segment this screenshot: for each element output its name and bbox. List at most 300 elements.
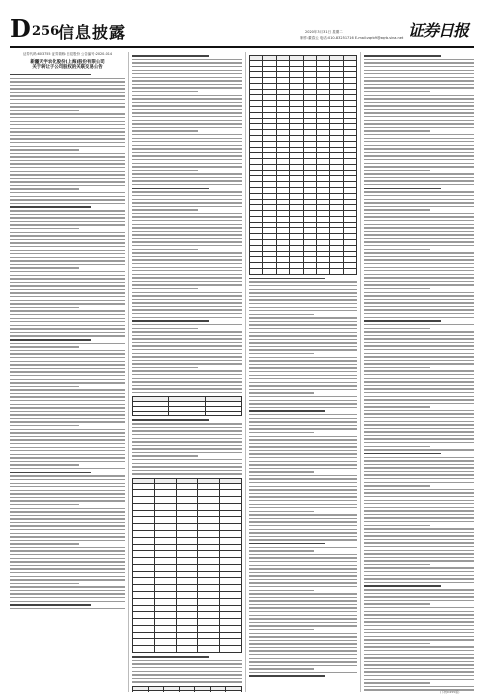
table-cell — [220, 490, 242, 497]
table-cell — [133, 619, 155, 626]
text-line — [10, 217, 125, 218]
text-line — [10, 307, 79, 308]
table-cell — [195, 691, 211, 692]
text-line — [10, 547, 125, 548]
text-line — [249, 511, 314, 512]
text-line — [364, 578, 474, 579]
text-line — [132, 202, 242, 203]
text-line — [132, 159, 242, 160]
text-line — [132, 363, 242, 364]
table-cell — [303, 268, 316, 274]
text-line — [10, 188, 79, 189]
text-line — [364, 567, 474, 568]
text-line — [249, 507, 357, 508]
table-cell — [220, 530, 242, 537]
text-line — [364, 152, 474, 153]
text-line — [364, 62, 474, 63]
table-row — [133, 612, 242, 619]
table-cell — [220, 571, 242, 578]
text-line — [364, 356, 474, 357]
table-cell — [176, 598, 198, 605]
text-line — [10, 206, 91, 208]
text-line — [132, 70, 242, 71]
text-line — [10, 597, 125, 598]
text-line — [364, 431, 474, 432]
text-line — [132, 313, 242, 314]
text-line — [364, 399, 474, 400]
text-line — [132, 177, 242, 178]
text-line — [132, 180, 242, 181]
text-line — [132, 152, 242, 153]
text-line — [249, 661, 357, 662]
text-line — [10, 447, 125, 448]
text-line — [10, 386, 79, 387]
text-line — [249, 568, 357, 569]
article-title — [10, 60, 125, 71]
text-line — [132, 77, 242, 78]
text-line — [364, 256, 474, 257]
table-cell — [316, 268, 329, 274]
text-line — [364, 130, 430, 131]
newspaper-logo: 证券日报 — [408, 21, 469, 40]
table-cell — [198, 530, 220, 537]
text-line — [364, 163, 474, 164]
masthead-rule — [10, 46, 474, 48]
text-line — [249, 500, 357, 501]
text-line — [10, 561, 125, 562]
text-line — [10, 511, 125, 512]
text-line — [132, 459, 242, 460]
text-line — [132, 84, 242, 85]
section-title: 信息披露 — [58, 23, 127, 42]
text-line — [132, 256, 242, 257]
text-line — [249, 486, 357, 487]
text-line — [364, 302, 474, 303]
text-line — [249, 335, 357, 336]
table-cell — [220, 592, 242, 599]
text-line — [364, 342, 474, 343]
text-line — [10, 242, 125, 243]
text-line — [132, 441, 242, 442]
table-cell — [176, 497, 198, 504]
text-line — [10, 174, 125, 175]
text-line — [10, 568, 125, 569]
table-row — [133, 537, 242, 544]
text-line — [249, 539, 357, 540]
table-cell — [343, 268, 356, 274]
text-line — [249, 321, 357, 322]
text-line — [10, 421, 125, 422]
table-cell — [220, 564, 242, 571]
table-cell — [176, 490, 198, 497]
text-line — [249, 654, 357, 655]
text-line — [249, 471, 314, 472]
text-line — [10, 593, 125, 594]
text-line — [249, 446, 357, 447]
text-line — [249, 382, 357, 383]
text-line — [249, 303, 357, 304]
text-line — [132, 216, 242, 217]
text-line — [10, 224, 125, 225]
text-line — [10, 464, 79, 465]
text-line — [249, 496, 357, 497]
text-line — [364, 596, 474, 597]
table-cell — [133, 625, 155, 632]
text-line — [132, 309, 242, 310]
text-line — [364, 625, 474, 626]
text-line — [364, 91, 430, 92]
text-line — [10, 92, 125, 93]
text-line — [10, 110, 79, 111]
text-line — [364, 507, 474, 508]
table-cell — [198, 578, 220, 585]
text-line — [132, 356, 242, 357]
text-line — [249, 493, 357, 494]
table-cell — [220, 619, 242, 626]
text-line — [10, 99, 125, 100]
text-line — [249, 672, 357, 673]
text-line — [132, 455, 198, 456]
text-line — [364, 614, 474, 615]
text-line — [132, 238, 242, 239]
text-line — [10, 525, 125, 526]
text-line — [10, 318, 125, 319]
text-line — [249, 385, 357, 386]
table-cell — [133, 578, 155, 585]
text-line — [10, 504, 79, 505]
text-line — [364, 173, 474, 174]
text-line — [10, 572, 125, 573]
table-cell — [176, 510, 198, 517]
text-line — [249, 665, 357, 666]
text-line — [364, 55, 441, 57]
text-line — [249, 285, 357, 286]
text-line — [10, 296, 125, 297]
text-line — [10, 292, 125, 293]
text-line — [10, 88, 125, 89]
text-line — [364, 241, 474, 242]
text-line — [364, 367, 430, 368]
text-line — [364, 403, 474, 404]
table-row — [133, 517, 242, 524]
text-line — [364, 575, 474, 576]
text-line — [364, 77, 474, 78]
table-cell — [154, 639, 176, 646]
text-line — [10, 468, 125, 469]
text-line — [364, 227, 474, 228]
text-line — [132, 295, 242, 296]
text-line — [132, 234, 242, 235]
table-cell — [198, 598, 220, 605]
text-line — [364, 474, 474, 475]
text-line — [249, 403, 357, 404]
text-line — [132, 166, 242, 167]
text-line — [249, 281, 357, 282]
text-line — [364, 482, 474, 483]
text-line — [132, 130, 198, 131]
table-cell — [198, 571, 220, 578]
text-line — [364, 539, 474, 540]
text-line — [249, 636, 357, 637]
text-line — [364, 148, 474, 149]
text-line — [364, 503, 474, 504]
text-line — [364, 159, 474, 160]
table-cell — [220, 625, 242, 632]
table-cell — [198, 537, 220, 544]
text-line — [364, 120, 474, 121]
table-row — [133, 551, 242, 558]
text-line — [132, 452, 242, 453]
text-line — [132, 80, 242, 81]
table-cell — [198, 646, 220, 653]
column-1 — [10, 52, 125, 692]
text-line — [364, 611, 474, 612]
text-line — [249, 514, 357, 515]
text-line — [132, 224, 242, 225]
text-line — [132, 328, 198, 329]
text-line — [364, 485, 430, 486]
text-line — [132, 231, 242, 232]
text-line — [10, 321, 125, 322]
table-cell — [220, 558, 242, 565]
text-line — [10, 78, 125, 79]
text-line — [132, 277, 242, 278]
text-line — [10, 454, 125, 455]
table-cell — [198, 639, 220, 646]
text-line — [249, 572, 357, 573]
text-line — [249, 353, 314, 354]
text-line — [364, 449, 474, 450]
text-line — [132, 438, 242, 439]
text-line — [10, 540, 125, 541]
table-cell — [176, 503, 198, 510]
text-line — [364, 593, 474, 594]
text-line — [10, 203, 125, 204]
text-line — [249, 518, 357, 519]
table-cell — [133, 483, 155, 490]
text-line — [364, 464, 474, 465]
text-line — [132, 263, 242, 264]
text-line — [10, 414, 125, 415]
text-line — [10, 271, 125, 272]
text-line — [10, 282, 125, 283]
text-line — [364, 292, 474, 293]
text-line — [10, 153, 125, 154]
text-line — [132, 320, 209, 322]
text-line — [132, 288, 198, 289]
text-line — [364, 59, 474, 60]
text-line — [10, 343, 125, 344]
text-line — [10, 461, 125, 462]
text-line — [10, 493, 125, 494]
text-line — [364, 528, 474, 529]
text-line — [132, 367, 198, 368]
text-line — [364, 277, 474, 278]
text-line — [10, 260, 125, 261]
text-line — [249, 668, 314, 669]
text-line — [364, 442, 474, 443]
text-line — [10, 490, 125, 491]
text-line — [364, 284, 474, 285]
text-line — [10, 146, 125, 147]
text-line — [364, 263, 474, 264]
text-line — [10, 235, 125, 236]
text-line — [10, 300, 125, 301]
text-line — [132, 388, 242, 389]
text-line — [10, 339, 91, 341]
table-cell — [176, 619, 198, 626]
text-line — [10, 393, 125, 394]
text-line — [10, 371, 125, 372]
text-line — [10, 353, 125, 354]
text-line — [364, 396, 474, 397]
text-line — [249, 489, 357, 490]
table-cell — [154, 564, 176, 571]
text-line — [132, 66, 242, 67]
article-title-line-2: 关于转让子公司股权的关联交易公告 — [32, 65, 103, 71]
text-line — [364, 435, 474, 436]
text-line — [249, 550, 314, 551]
text-line — [10, 375, 125, 376]
table-cell — [198, 490, 220, 497]
table-row — [133, 524, 242, 531]
text-line — [132, 249, 198, 250]
table-cell — [154, 612, 176, 619]
text-line — [249, 618, 357, 619]
text-line — [249, 478, 357, 479]
text-line — [249, 461, 357, 462]
text-line — [249, 604, 357, 605]
table-row — [133, 646, 242, 653]
text-line — [364, 639, 474, 640]
text-line — [364, 105, 474, 106]
text-line — [364, 102, 474, 103]
text-line — [249, 332, 357, 333]
text-line — [10, 357, 125, 358]
text-line — [132, 245, 242, 246]
text-line — [10, 81, 125, 82]
column-3 — [249, 52, 357, 692]
text-line — [364, 252, 474, 253]
text-line — [132, 681, 242, 682]
text-line — [10, 239, 125, 240]
text-line — [249, 557, 357, 558]
text-line — [132, 155, 242, 156]
column-3-body — [249, 278, 357, 677]
text-line — [249, 554, 357, 555]
text-line — [364, 421, 474, 422]
text-line — [10, 583, 79, 584]
text-line — [364, 317, 474, 318]
table-row — [133, 691, 242, 692]
text-line — [10, 199, 125, 200]
table-cell — [220, 510, 242, 517]
text-line — [364, 532, 474, 533]
text-line — [364, 170, 430, 171]
text-line — [364, 392, 474, 393]
text-line — [364, 600, 474, 601]
table-cell — [133, 632, 155, 639]
text-line — [10, 479, 125, 480]
text-line — [364, 199, 474, 200]
text-line — [364, 313, 474, 314]
text-line — [364, 338, 474, 339]
text-line — [364, 410, 474, 411]
text-line — [10, 314, 125, 315]
table-cell — [133, 497, 155, 504]
text-line — [10, 232, 125, 233]
summary-table — [132, 396, 242, 416]
table-row — [133, 639, 242, 646]
text-line — [249, 307, 357, 308]
text-line — [364, 349, 474, 350]
text-line — [364, 166, 474, 167]
text-line — [249, 407, 357, 408]
text-line — [364, 116, 474, 117]
table-cell — [176, 558, 198, 565]
text-line — [10, 246, 125, 247]
text-line — [10, 443, 125, 444]
column-2 — [132, 52, 242, 692]
table-cell — [133, 691, 149, 692]
text-line — [249, 675, 325, 677]
text-line — [249, 582, 357, 583]
table-cell — [154, 646, 176, 653]
text-line — [249, 418, 357, 419]
text-line — [10, 601, 125, 602]
text-line — [249, 392, 314, 393]
text-line — [364, 535, 474, 536]
text-line — [364, 621, 474, 622]
text-line — [10, 396, 125, 397]
text-line — [10, 121, 125, 122]
text-line — [249, 593, 357, 594]
editor-line: 制作:董春云 电话:010-83251716 E-mail:zqrb9@zqrb.sina.net — [300, 36, 404, 40]
text-line — [10, 475, 125, 476]
text-line — [249, 575, 357, 576]
table-cell — [220, 544, 242, 551]
table-cell — [133, 585, 155, 592]
table-row — [133, 483, 242, 490]
text-line — [249, 504, 357, 505]
text-line — [364, 514, 474, 515]
text-line — [10, 550, 125, 551]
table-cell — [133, 564, 155, 571]
table-cell — [133, 612, 155, 619]
text-line — [10, 346, 79, 347]
table-cell — [198, 625, 220, 632]
table-row — [133, 510, 242, 517]
table-cell — [220, 537, 242, 544]
text-line — [132, 427, 242, 428]
table-cell — [220, 639, 242, 646]
table-cell — [176, 530, 198, 537]
table-cell — [176, 564, 198, 571]
text-line — [364, 632, 474, 633]
detail-table — [132, 478, 242, 653]
text-line — [364, 489, 474, 490]
table-cell — [154, 524, 176, 531]
text-line — [10, 576, 125, 577]
table-cell — [154, 551, 176, 558]
text-line — [364, 675, 474, 676]
text-line — [10, 472, 91, 474]
text-line — [132, 148, 242, 149]
text-line — [364, 245, 474, 246]
text-line — [364, 557, 474, 558]
text-line — [364, 636, 474, 637]
table-cell — [198, 632, 220, 639]
